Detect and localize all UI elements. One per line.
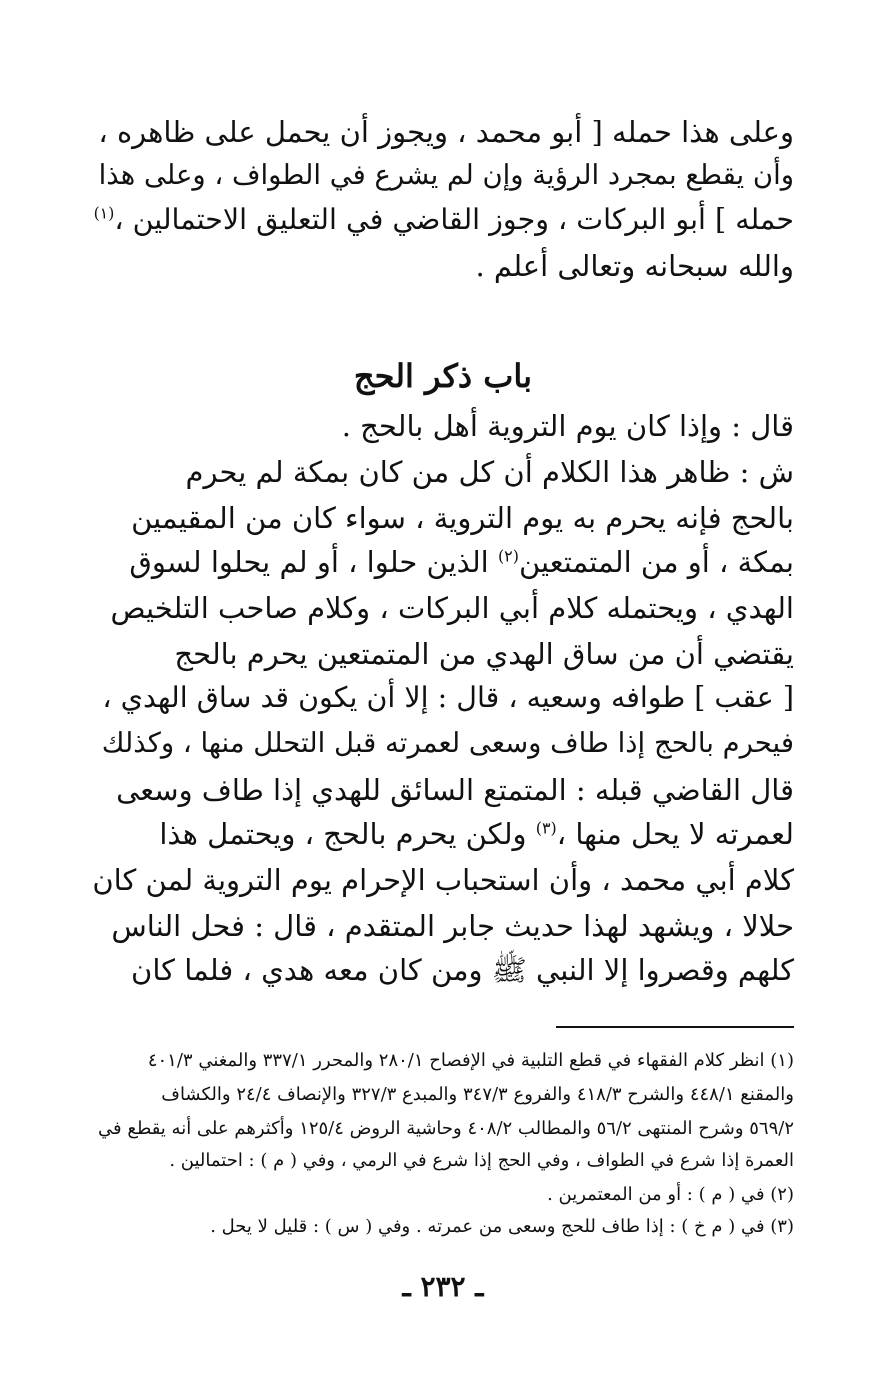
text-line: وأن يقطع بمجرد الرؤية وإن لم يشرع في الطواف ، وعلى هذا (98, 159, 794, 191)
text-line: يقتضي أن من ساق الهدي من المتمتعين يحرم بالحج (174, 637, 794, 671)
page-number: ـ ٢٣٢ ـ (402, 1270, 484, 1303)
footnote-line: العمرة إذا شرع في الطواف ، وفي الحج إذا شرع في الرمي ، وفي ( م ) : احتمالين . (169, 1150, 794, 1171)
footnote-marker: (١) (93, 203, 115, 223)
footnote-line: (٢) في ( م ) : أو من المعتمرين . (547, 1184, 794, 1205)
chapter-heading: باب ذكر الحج (353, 357, 533, 395)
text-span: بمكة ، أو من المتمتعين (518, 545, 794, 579)
footnote-marker: (٢) (497, 546, 519, 566)
text-line: وعلى هذا حمله [ أبو محمد ، ويجوز أن يحمل على ظاهره ، (98, 115, 794, 149)
footnote-line: (٣) في ( م خ ) : إذا طاف للحج وسعى من عمرته . وفي ( س ) : قليل لا يحل . (210, 1216, 794, 1237)
text-line (93, 203, 794, 236)
text-line: كلهم وقصروا إلا النبي ﷺ ومن كان معه هدي ، فلما كان (131, 953, 794, 987)
footnote-line: (١) انظر كلام الفقهاء في قطع التلبية في الإفصاح ٢٨٠/١ والمحرر ٣٣٧/١ والمغني ٤٠١/٣ (147, 1050, 794, 1071)
text-line: [ عقب ] طوافه وسعيه ، قال : إلا أن يكون قد ساق الهدي ، (102, 681, 794, 714)
text-span: لعمرته لا يحل منها ، (556, 817, 794, 851)
text-line (159, 817, 794, 851)
text-line: والله سبحانه وتعالى أعلم . (475, 249, 794, 283)
text-line: فيحرم بالحج إذا طاف وسعى لعمرته قبل التحلل منها ، وكذلك (101, 727, 794, 759)
text-line: الهدي ، ويحتمله كلام أبي البركات ، وكلام صاحب التلخيص (110, 591, 794, 625)
footnote-separator (556, 1026, 794, 1028)
text-span: حمله ] أبو البركات ، وجوز القاضي في التعليق الاحتمالين ، (114, 203, 794, 236)
footnote-marker: (٣) (535, 818, 557, 838)
text-line (129, 545, 794, 579)
footnote-line: ٥٦٩/٢ وشرح المنتهى ٥٦/٢ والمطالب ٤٠٨/٢ وحاشية الروض ١٢٥/٤ وأكثرهم على أنه يقطع في (98, 1118, 794, 1139)
text-span: الذين حلوا ، أو لم يحلوا لسوق (129, 545, 498, 579)
text-span: ولكن يحرم بالحج ، ويحتمل هذا (159, 817, 536, 851)
text-line: بالحج فإنه يحرم به يوم التروية ، سواء كان من المقيمين (131, 501, 794, 535)
text-line: حلالا ، ويشهد لهذا حديث جابر المتقدم ، قال : فحل الناس (111, 909, 794, 943)
qala-line: قال : وإذا كان يوم التروية أهل بالحج . (341, 409, 794, 443)
text-line: ش : ظاهر هذا الكلام أن كل من كان بمكة لم يحرم (185, 455, 794, 489)
text-line: قال القاضي قبله : المتمتع السائق للهدي إذا طاف وسعى (116, 773, 794, 807)
footnote-line: والمقنع ٤٤٨/١ والشرح ٤١٨/٣ والفروع ٣٤٧/٣ والمبدع ٣٢٧/٣ والإنصاف ٢٤/٤ والكشاف (161, 1084, 794, 1105)
text-line: كلام أبي محمد ، وأن استحباب الإحرام يوم التروية لمن كان (92, 863, 794, 897)
